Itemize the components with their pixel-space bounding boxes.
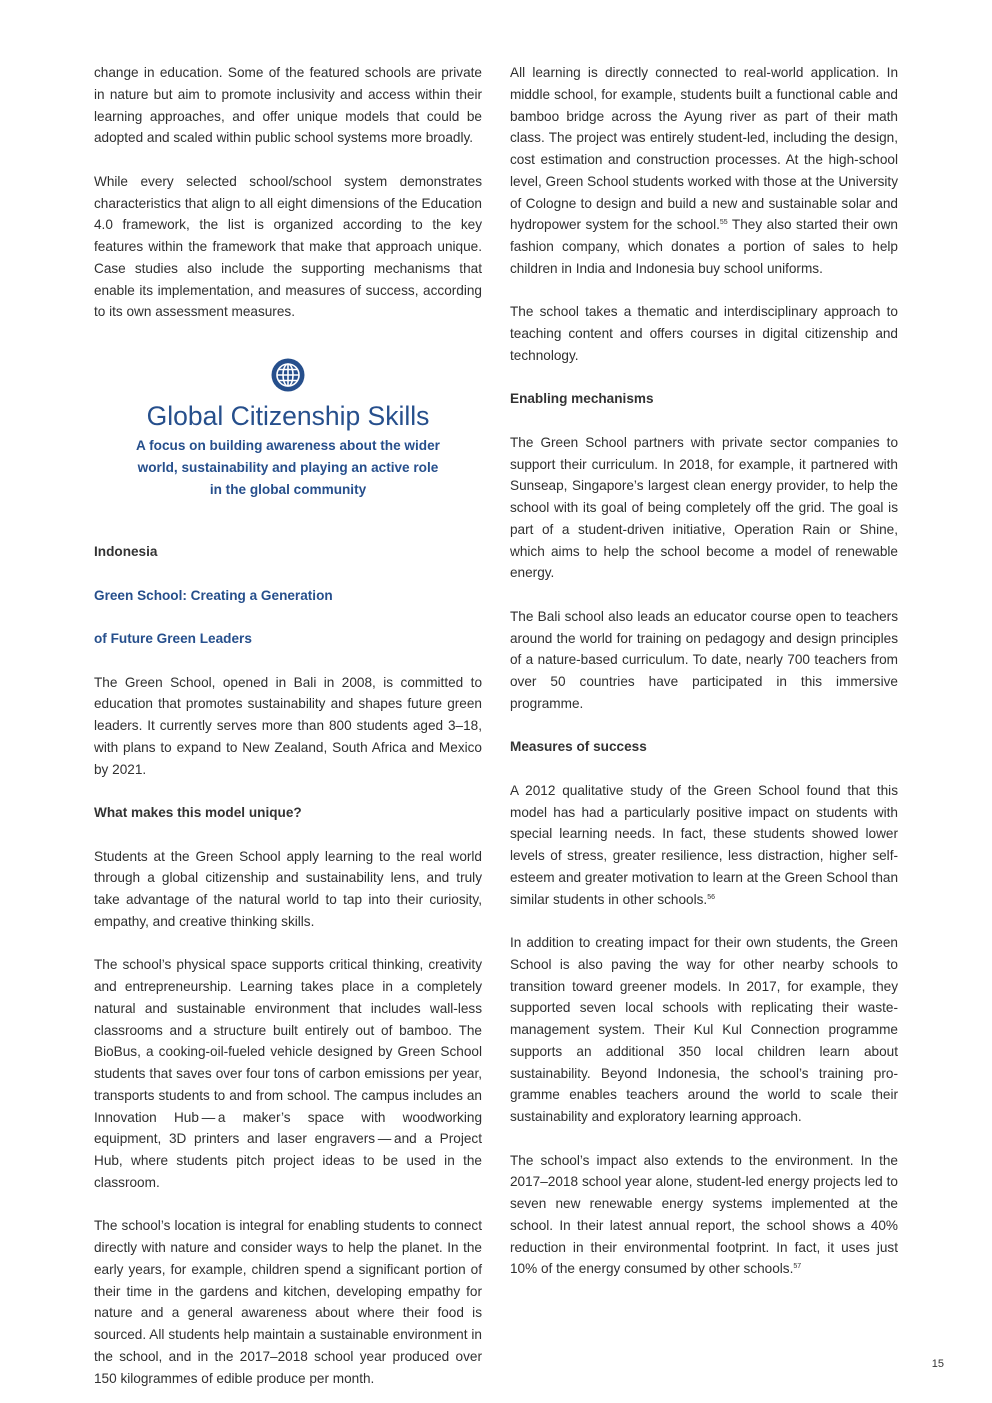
measures-heading: Measures of success [510, 739, 647, 755]
measures-text-3: The school’s impact also extends to the environment. In the 2017–2018 school year alone, student-led energy projects led to seven new renewable energy systems implemented at the school. In their latest annual report, the school shows a 40% reduction in their environmental footprint. In fact, it uses just 10% of the energy consumed by other schools. [510, 1152, 898, 1277]
intro-paragraph-1: change in education. Some of the featured schools are private in nature but aim to promote inclusivity and access within their learning approaches, and offer unique models that could be adopted and scaled within public school systems more broadly. [94, 65, 482, 146]
section-title: Global Citizenship Skills [146, 401, 430, 431]
footnote-55: 55 [719, 219, 728, 227]
intro-paragraph-2: While every selected school/school system demonstrates characteristics that align to all eight dimensions of the Education 4.0 framework, the list is organized according to the key features within the framework that make that approach unique. Case studies also include the supporting mechanisms that enable its implementation, and measures of success, according to its own assessment measures. [94, 173, 482, 320]
application-paragraph [510, 62, 898, 280]
left-column [94, 62, 482, 1389]
enabling-paragraph-2: The Bali school also leads an educator course open to teachers around the world for training on pedagogy and design principles of a nature-based curriculum. To date, nearly 700 teachers from over 50 countries have participated in this immersive programme. [510, 608, 898, 711]
measures-paragraph-1 [510, 780, 898, 911]
section-header [94, 357, 482, 501]
application-text-1: All learning is directly connected to real-world application. In middle school, for example, students built a functional cable and bamboo bridge across the Ayung river as part of their math class. The project was entirely student-led, including the design, cost estimation and construction processes. At the high-school level, Green School students worked with those at the University of Cologne to design and build a new and sustainable solar and hydropower system for the school. [510, 65, 898, 233]
right-column [510, 62, 898, 1280]
case-study-title-line-1: Green School: Creating a Generation [94, 587, 333, 603]
unique-paragraph-2: The school’s physical space supports critical thinking, creativity and entrepreneurship. Learning takes place in a completely natural and sustainable environment that includes wall-less classrooms and a structure built entirely out of bamboo. The BioBus, a cooking-oil-fueled vehicle designed by Green School students that saves over four tons of carbon emissions per year, transports students to and from school. The campus includes an Innovation Hub — a maker’s space with woodworking equipment, 3D printers and laser engravers — and a Project Hub, where students pitch project ideas to be used in the classroom. [94, 957, 482, 1190]
section-subtitle: A focus on building awareness about the wider world, sustainability and playing an active role in the global community [136, 438, 440, 497]
measures-paragraph-2: In addition to creating impact for their own students, the Green School is also paving the way for other nearby schools to transition toward greener models. In 2017, for example, they supported seven local schools with replicating their waste-management system. Their Kul Kul Connection programme supports an additional 350 local children learn about sustainability. Beyond Indonesia, the school’s training programme enables teachers around the world to scale their sustainability and exploratory learning approach. [510, 935, 898, 1124]
unique-heading: What makes this model unique? [94, 805, 302, 820]
measures-text-1: A 2012 qualitative study of the Green School found that this model has had a particularly positive impact on students with special learning needs. In fact, these students showed lower levels of stress, greater resilience, less distraction, higher self-esteem and greater motivation to learn at the Green School than similar students in other schools. [510, 782, 898, 907]
case-intro-paragraph: The Green School, opened in Bali in 2008, is committed to education that promotes sustainability and shapes future green leaders. It currently serves more than 800 students aged 3–18, with plans to expand to New Zealand, South Africa and Mexico by 2021. [94, 674, 482, 777]
enabling-paragraph-1: The Green School partners with private sector companies to support their curriculum. In 2018, for example, it partnered with Sunseap, Singapore’s largest clean energy provider, to help the school with its goal of being completely off the grid. The goal is part of a student-driven initiative, Operation Rain or Shine, which aims to help the school become a model of renewable energy. [510, 434, 898, 581]
case-study-title-line-2: of Future Green Leaders [94, 631, 252, 646]
footnote-56: 56 [707, 893, 715, 901]
unique-paragraph-3: The school’s location is integral for enabling students to connect directly with nature and consider ways to help the planet. In the early years, for example, children spend a significant portion of their time in the gardens and kitchen, developing empathy for nature and a general awareness about where their food is sourced. All students help maintain a sustainable environment in the school, and in the 2017–2018 school year produced over 150 kilogrammes of edible produce per month. [94, 1218, 482, 1386]
thematic-paragraph: The school takes a thematic and interdisciplinary approach to teaching content and offers courses in digital citizenship and technology. [510, 304, 898, 363]
page-number: 15 [931, 1358, 944, 1370]
measures-paragraph-3 [510, 1150, 898, 1281]
footnote-57: 57 [793, 1263, 802, 1271]
application-text-2: They also started their own fashion company, which donates a portion of sales to help children in India and Indonesia buy school uniforms. [510, 217, 898, 276]
country-label: Indonesia [94, 544, 158, 559]
globe-icon [270, 357, 306, 393]
enabling-heading: Enabling mechanisms [510, 391, 654, 407]
unique-paragraph-1: Students at the Green School apply learning to the real world through a global citizenship and sustainability lens, and truly take advantage of the natural world to tap into their curiosity, empathy, and creative thinking skills. [94, 848, 482, 929]
